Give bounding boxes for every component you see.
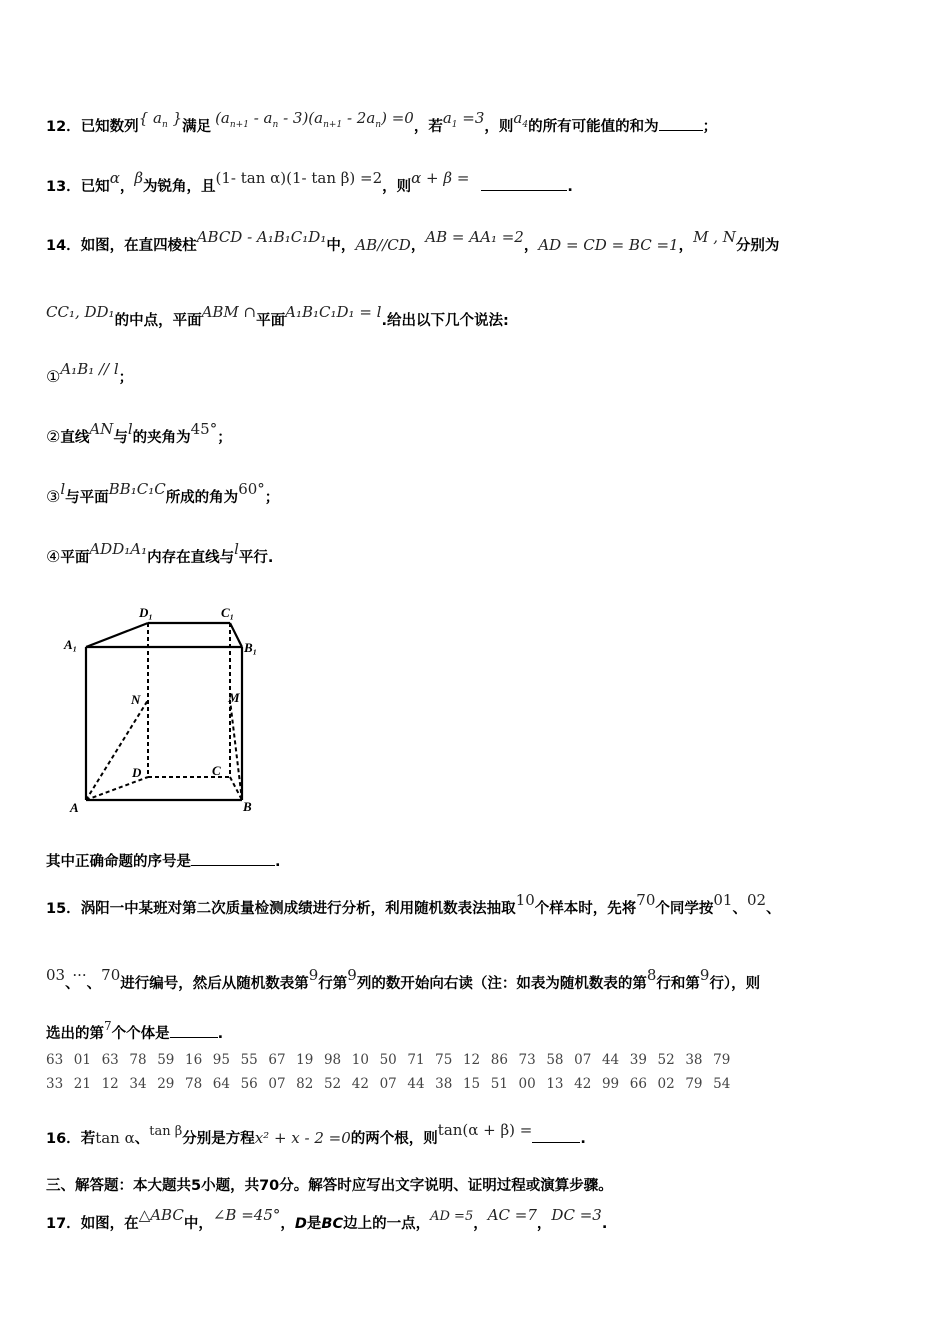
answer-blank[interactable] bbox=[532, 1128, 580, 1143]
question-number: 12． bbox=[46, 119, 81, 135]
text: 、 bbox=[766, 901, 781, 917]
random-number-cell: 44 bbox=[407, 1076, 425, 1092]
text: ，则 bbox=[382, 179, 412, 195]
text: 选出的第 bbox=[46, 1026, 104, 1042]
text: 内存在直线与 bbox=[147, 550, 235, 566]
question-number: 15． bbox=[46, 901, 81, 917]
statement-3 bbox=[46, 480, 910, 507]
random-number-cell: 16 bbox=[184, 1052, 203, 1068]
text: 、 bbox=[65, 976, 73, 992]
text: ， bbox=[523, 238, 539, 254]
question-number: 13． bbox=[46, 179, 81, 195]
text: ，若 bbox=[413, 119, 443, 135]
random-number-cell: 12 bbox=[462, 1052, 481, 1068]
math: l bbox=[127, 420, 133, 438]
math: ADD₁A₁ bbox=[89, 540, 148, 558]
text: ； bbox=[264, 490, 280, 506]
text: 中， bbox=[326, 238, 356, 254]
label-a: A bbox=[70, 800, 79, 815]
math-recurrence: $(a_{n+1} - a_n - 3)(a_{n+1} - 2a_n) =0$ bbox=[215, 109, 414, 130]
question-13 bbox=[46, 169, 910, 196]
math-parallel: AB//CD bbox=[355, 236, 411, 254]
random-number-cell: 19 bbox=[296, 1052, 314, 1068]
text: ， bbox=[678, 238, 694, 254]
text: 与平面 bbox=[65, 490, 109, 506]
text: 分别是方程 bbox=[182, 1131, 255, 1147]
prism-figure bbox=[60, 600, 280, 815]
math: A₁B₁ // l bbox=[60, 360, 119, 378]
statement-4 bbox=[46, 540, 910, 567]
random-number-cell: 07 bbox=[379, 1076, 397, 1092]
text: 如图，在直四棱柱 bbox=[80, 238, 197, 254]
random-number-cell: 79 bbox=[685, 1076, 703, 1092]
text: 的所有可能值的和为 bbox=[528, 119, 659, 135]
text: . bbox=[567, 179, 573, 195]
random-number-cell: 95 bbox=[212, 1052, 230, 1068]
math: tan β bbox=[149, 1124, 183, 1139]
random-number-cell: 79 bbox=[713, 1052, 731, 1068]
random-number-cell: 78 bbox=[129, 1052, 147, 1068]
random-number-cell: 59 bbox=[157, 1052, 175, 1068]
random-number-cell: 78 bbox=[184, 1076, 203, 1092]
text: 三、解答题：本大题共5小题，共70分。解答时应写出文字说明、证明过程或演算步骤。 bbox=[46, 1178, 613, 1194]
random-number-cell: 64 bbox=[212, 1076, 230, 1092]
math: 7 bbox=[104, 1019, 112, 1033]
random-table-row-8 bbox=[46, 1052, 741, 1068]
math: x² + x - 2 =0 bbox=[254, 1129, 351, 1147]
question-number: 16． bbox=[46, 1131, 81, 1147]
random-number-cell: 07 bbox=[268, 1076, 286, 1092]
random-number-cell: 42 bbox=[351, 1076, 369, 1092]
math-plane-abm: ABM ∩ bbox=[201, 303, 257, 321]
label-b: B bbox=[243, 799, 252, 814]
random-number-cell: 82 bbox=[296, 1076, 314, 1092]
random-number-cell: 02 bbox=[657, 1076, 675, 1092]
math: 03 bbox=[46, 966, 66, 984]
random-table-row-9 bbox=[46, 1076, 741, 1092]
text: ， bbox=[536, 1216, 552, 1232]
text: .给出以下几个说法: bbox=[381, 313, 509, 329]
answer-blank[interactable] bbox=[659, 116, 703, 131]
math: AD =5 bbox=[430, 1209, 474, 1224]
random-number-cell: 52 bbox=[657, 1052, 675, 1068]
statement-marker: ④ bbox=[46, 547, 61, 566]
question-number: 14． bbox=[46, 238, 81, 254]
question-17 bbox=[46, 1206, 910, 1233]
random-number-cell: 13 bbox=[546, 1076, 564, 1092]
math: 60° bbox=[238, 480, 265, 498]
question-14 bbox=[46, 228, 910, 255]
math-equation: (1- tan α)(1- tan β) =2 bbox=[215, 169, 383, 187]
segment-bm bbox=[230, 700, 242, 800]
text: . bbox=[217, 1026, 224, 1042]
math: 70 bbox=[101, 966, 121, 984]
text: 直线 bbox=[60, 430, 90, 446]
label-a1: A₁ bbox=[64, 637, 78, 652]
text: ； bbox=[702, 119, 718, 135]
text: 与 bbox=[113, 430, 128, 446]
random-number-cell: 00 bbox=[518, 1076, 536, 1092]
random-number-cell: 34 bbox=[129, 1076, 147, 1092]
random-number-cell: 42 bbox=[574, 1076, 592, 1092]
math: 45° bbox=[190, 420, 218, 438]
random-number-cell: 21 bbox=[73, 1076, 91, 1092]
text: 中， bbox=[183, 1216, 213, 1232]
random-number-cell: 50 bbox=[379, 1052, 397, 1068]
math: DC =3 bbox=[551, 1206, 602, 1224]
text: ， bbox=[119, 179, 135, 195]
math-beta: β bbox=[134, 169, 143, 187]
text: 是 bbox=[306, 1216, 322, 1232]
random-number-cell: 15 bbox=[462, 1076, 481, 1092]
text: 进行编号，然后从随机数表第 bbox=[120, 976, 309, 992]
random-number-cell: 33 bbox=[46, 1076, 64, 1092]
statement-marker: ③ bbox=[46, 487, 61, 506]
question-15 bbox=[46, 891, 910, 918]
random-number-cell: 55 bbox=[240, 1052, 258, 1068]
math: 02 bbox=[746, 891, 767, 909]
text: . bbox=[601, 1216, 608, 1232]
text: 个样本时，先将 bbox=[534, 901, 637, 917]
random-number-cell: 63 bbox=[101, 1052, 119, 1068]
math: l bbox=[234, 540, 239, 558]
label-d1: D₁ bbox=[139, 605, 153, 620]
text: 为锐角，且 bbox=[143, 179, 216, 195]
question-14-line2 bbox=[46, 303, 910, 330]
random-number-cell: 66 bbox=[629, 1076, 647, 1092]
random-number-cell: 10 bbox=[351, 1052, 369, 1068]
question-16 bbox=[46, 1121, 910, 1148]
segment-an bbox=[86, 700, 148, 800]
text: 列的数开始向右读（注：如表为随机数表的第 bbox=[356, 976, 647, 992]
math-plane: A₁B₁C₁D₁ = l bbox=[285, 303, 382, 321]
random-number-cell: 29 bbox=[157, 1076, 175, 1092]
edge-cb bbox=[230, 777, 242, 800]
random-number-cell: 98 bbox=[323, 1052, 342, 1068]
math-sequence: { $a_n$ } bbox=[138, 109, 183, 130]
text: ， bbox=[473, 1216, 488, 1232]
random-number-cell: 86 bbox=[490, 1052, 508, 1068]
text: ； bbox=[118, 370, 134, 386]
math: ∠B =45° bbox=[212, 1206, 281, 1224]
text: 行和第 bbox=[656, 976, 700, 992]
question-15-line3 bbox=[46, 1019, 910, 1043]
random-number-cell: 07 bbox=[574, 1052, 592, 1068]
random-number-cell: 38 bbox=[435, 1076, 453, 1092]
random-number-cell: 71 bbox=[407, 1052, 425, 1068]
label-m: M bbox=[228, 690, 240, 705]
edge-ad bbox=[86, 777, 148, 800]
statement-2 bbox=[46, 420, 910, 447]
math: 70 bbox=[636, 891, 656, 909]
text: 已知 bbox=[80, 179, 110, 195]
text: 行），则 bbox=[709, 976, 761, 992]
text: 个同学按 bbox=[655, 901, 714, 917]
text: ； bbox=[217, 430, 232, 446]
text: 分别为 bbox=[735, 238, 780, 254]
math: 9 bbox=[308, 966, 319, 984]
random-number-cell: 73 bbox=[518, 1052, 536, 1068]
text: 的中点，平面 bbox=[114, 313, 202, 329]
text: ，则 bbox=[484, 119, 514, 135]
math-equality: AB = AA₁ =2 bbox=[425, 228, 524, 246]
text: 个个体是 bbox=[111, 1026, 170, 1042]
text: 若 bbox=[80, 1131, 96, 1147]
text: . bbox=[580, 1131, 586, 1147]
text: 、 bbox=[732, 901, 747, 917]
text: 满足 bbox=[182, 119, 212, 135]
text: 平面 bbox=[256, 313, 286, 329]
text: 的夹角为 bbox=[132, 430, 191, 446]
text: 平行. bbox=[238, 550, 274, 566]
answer-blank[interactable] bbox=[481, 176, 567, 191]
math: 9 bbox=[699, 966, 710, 984]
text: 如图，在 bbox=[80, 1216, 139, 1232]
math: 9 bbox=[347, 966, 357, 984]
math: 8 bbox=[646, 966, 657, 984]
q14-answer-line bbox=[46, 850, 910, 871]
question-15-line2 bbox=[46, 966, 910, 993]
random-number-cell: 39 bbox=[629, 1052, 647, 1068]
question-12 bbox=[46, 109, 910, 138]
random-number-cell: 44 bbox=[601, 1052, 620, 1068]
label-c1: C₁ bbox=[221, 605, 235, 620]
statement-1 bbox=[46, 360, 910, 387]
math: AN bbox=[89, 420, 114, 438]
random-number-cell: 56 bbox=[240, 1076, 258, 1092]
math: ··· bbox=[72, 966, 87, 984]
text: D bbox=[294, 1216, 307, 1232]
edge-a1d1 bbox=[86, 623, 148, 647]
answer-blank[interactable] bbox=[191, 851, 275, 866]
text: 的两个根，则 bbox=[350, 1131, 438, 1147]
text: ， bbox=[410, 238, 426, 254]
random-number-cell: 52 bbox=[323, 1076, 342, 1092]
math: tan α bbox=[95, 1129, 135, 1147]
label-n: N bbox=[131, 692, 141, 707]
math-a1: $a_1 =3$ bbox=[442, 109, 485, 130]
random-number-cell: 63 bbox=[46, 1052, 64, 1068]
math-prism: ABCD - A₁B₁C₁D₁ bbox=[196, 228, 327, 246]
random-number-cell: 99 bbox=[601, 1076, 620, 1092]
text: 行第 bbox=[318, 976, 348, 992]
math-alpha: α bbox=[109, 169, 120, 187]
statement-marker: ① bbox=[46, 367, 61, 386]
text: 所成的角为 bbox=[165, 490, 239, 506]
text: 、 bbox=[134, 1131, 150, 1147]
math: AC =7 bbox=[487, 1206, 537, 1224]
random-number-cell: 54 bbox=[713, 1076, 731, 1092]
label-b1: B₁ bbox=[244, 640, 258, 655]
question-number: 17． bbox=[46, 1216, 81, 1232]
math: 10 bbox=[515, 891, 535, 909]
text: 其中正确命题的序号是 bbox=[46, 854, 191, 870]
text: BC bbox=[321, 1216, 344, 1232]
answer-blank[interactable] bbox=[170, 1023, 218, 1038]
text: . bbox=[275, 854, 281, 870]
text: 边上的一点， bbox=[343, 1216, 431, 1232]
math-sum: α + β = bbox=[411, 169, 470, 187]
label-c: C bbox=[212, 763, 221, 778]
edge-c1b1 bbox=[230, 623, 242, 647]
math: l bbox=[60, 480, 66, 498]
statement-marker: ② bbox=[46, 427, 61, 446]
math: △ABC bbox=[138, 1206, 184, 1224]
math: 01 bbox=[713, 891, 733, 909]
random-number-cell: 75 bbox=[435, 1052, 453, 1068]
section-3-heading bbox=[46, 1174, 910, 1195]
random-number-cell: 38 bbox=[685, 1052, 703, 1068]
random-number-cell: 12 bbox=[101, 1076, 119, 1092]
math: BB₁C₁C bbox=[108, 480, 166, 498]
random-number-cell: 01 bbox=[73, 1052, 91, 1068]
text: 已知数列 bbox=[80, 119, 139, 135]
math-equality: AD = CD = BC =1 bbox=[538, 236, 679, 254]
label-d: D bbox=[132, 765, 142, 780]
math: tan(α + β) = bbox=[437, 1121, 533, 1139]
math-edges: CC₁, DD₁ bbox=[46, 303, 115, 321]
text: ， bbox=[280, 1216, 295, 1232]
text: 平面 bbox=[60, 550, 90, 566]
random-number-cell: 67 bbox=[268, 1052, 286, 1068]
math-a4: $a_4$ bbox=[513, 109, 529, 130]
math-mn: M , N bbox=[693, 228, 736, 246]
text: 、 bbox=[86, 976, 102, 992]
random-number-cell: 58 bbox=[546, 1052, 564, 1068]
random-number-cell: 51 bbox=[490, 1076, 508, 1092]
text: 涡阳一中某班对第二次质量检测成绩进行分析，利用随机数表法抽取 bbox=[80, 901, 516, 917]
